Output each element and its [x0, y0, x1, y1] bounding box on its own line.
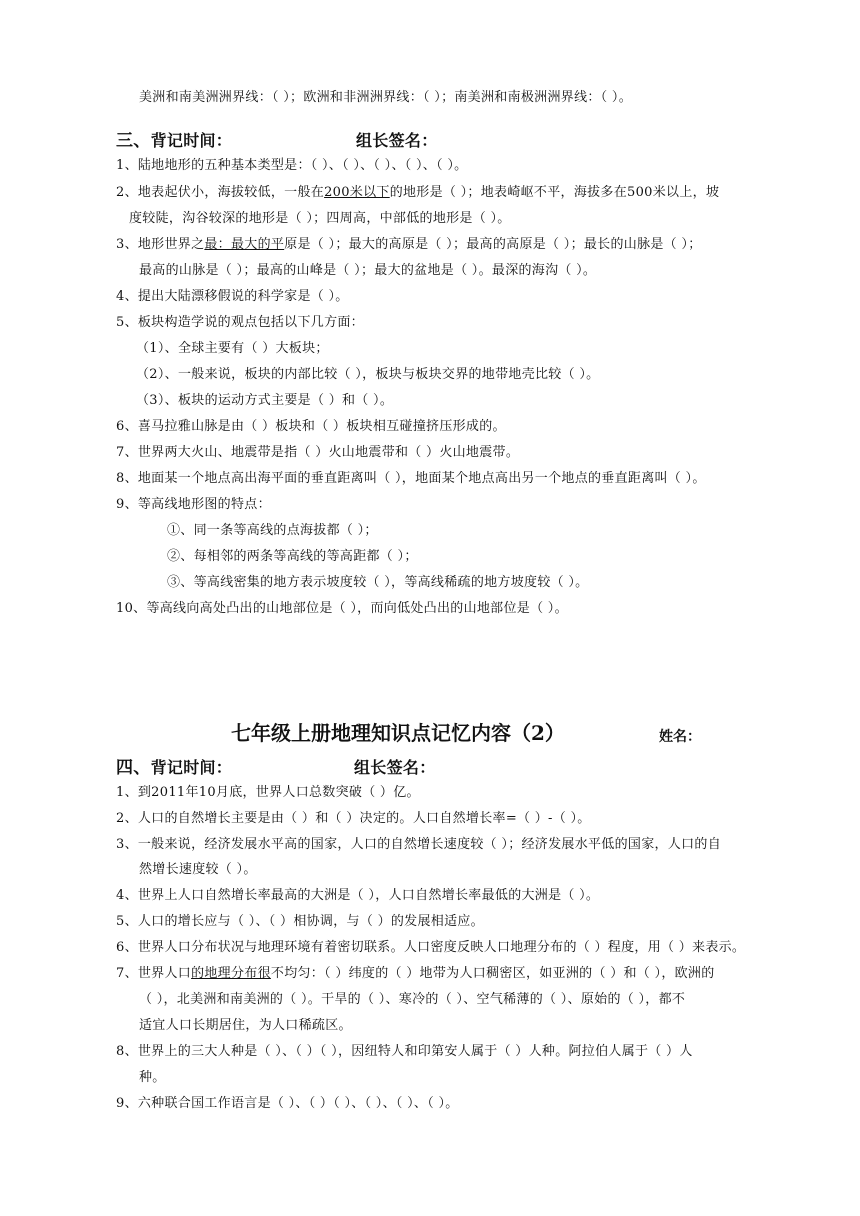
s3-question-9: 9、等高线地形图的特点： [116, 497, 271, 512]
section-3-sign-label: 组长签名： [356, 131, 438, 150]
s3-question-5-item-3: （3）、板块的运动方式主要是（ ）和（ ）。 [136, 393, 394, 408]
s3-question-9-item-3: ③、等高线密集的地方表示坡度较（ ），等高线稀疏的地方坡度较（ ）。 [167, 575, 589, 590]
s4-question-7-line-3: 适宜人口长期居住，为人口稀疏区。 [139, 1018, 352, 1033]
s3-q2-suffix: 的地形是（ ）；地表崎岖不平，海拔多在500米以上，坡 [389, 185, 720, 200]
s4-question-8-line-1: 8、世界上的三大人种是（ ）、（ ）（ ），因纽特人和印第安人属于（ ）人种。阿拉伯人属于（ ）人 [116, 1044, 693, 1059]
s4-question-9: 9、六种联合国工作语言是（ ）、（ ）（ ）、（ ）、（ ）、（ ）。 [116, 1096, 459, 1111]
s3-question-10: 10、等高线向高处凸出的山地部位是（ ），而向低处凸出的山地部位是（ ）。 [116, 601, 568, 616]
s3-question-5-item-2: （2）、一般来说，板块的内部比较（ ），板块与板块交界的地带地壳比较（ ）。 [136, 367, 600, 382]
s3-question-2-line-2: 度较陡，沟谷较深的地形是（ ）；四周高，中部低的地形是（ ）。 [129, 211, 511, 226]
section-3-heading [116, 131, 232, 151]
s3-question-6: 6、喜马拉雅山脉是由（ ）板块和（ ）板块相互碰撞挤压形成的。 [116, 419, 506, 434]
s4-question-3-line-1: 3、一般来说，经济发展水平高的国家，人口的自然增长速度较（ ）；经济发展水平低的国家，人口的自 [116, 837, 722, 852]
s3-question-8: 8、地面某一个地点高出海平面的垂直距离叫（ ），地面某个地点高出另一个地点的垂直距离叫（ ）。 [116, 471, 706, 486]
section-3-time-label: 背记时间： [150, 131, 233, 150]
s3-question-7: 7、世界两大火山、地震带是指（ ）火山地震带和（ ）火山地震带。 [116, 445, 520, 460]
s3-q2-prefix: 2、地表起伏小，海拔较低，一般在 [116, 185, 325, 200]
continent-boundary-line: 美洲和南美洲洲界线：（ ）；欧洲和非洲洲界线：（ ）；南美洲和南极洲洲界线：（ ）。 [139, 90, 632, 105]
s4-question-6: 6、世界人口分布状况与地理环境有着密切联系。人口密度反映人口地理分布的（ ）程度，用（ ）来表示。 [116, 940, 746, 955]
s3-question-5: 5、板块构造学说的观点包括以下几方面： [116, 315, 364, 330]
s3-question-2-line-1 [116, 184, 719, 202]
s3-q3-underlined: 最：最大的平 [204, 237, 285, 252]
s4-question-5: 5、人口的增长应与（ ）、（ ）相协调，与（ ）的发展相适应。 [116, 914, 484, 929]
s4-question-3-line-2: 然增长速度较（ ）。 [139, 862, 257, 877]
section-3-number: 三、 [116, 131, 151, 151]
s3-question-4: 4、提出大陆漂移假说的科学家是（ ）。 [116, 289, 349, 304]
s4-question-4: 4、世界上人口自然增长率最高的大洲是（ ），人口自然增长率最低的大洲是（ ）。 [116, 888, 600, 903]
page-title: 七年级上册地理知识点记忆内容（2） [231, 721, 565, 745]
section-4-time-label: 背记时间： [150, 758, 233, 777]
s4-question-7-line-1 [116, 965, 715, 983]
s3-question-9-item-1: ①、同一条等高线的点海拔都（ ）； [167, 523, 378, 538]
s3-q3-prefix: 3、地形世界之 [116, 237, 205, 252]
section-4-sign-label: 组长签名： [354, 758, 436, 777]
section-4-number: 四、 [116, 758, 151, 778]
s3-question-1: 1、陆地地形的五种基本类型是：（ ）、（ ）、（ ）、（ ）、（ ）。 [116, 158, 468, 173]
name-label: 姓名： [659, 729, 701, 745]
s3-q2-underlined: 200米以下 [324, 185, 390, 200]
s4-question-2: 2、人口的自然增长主要是由（ ）和（ ）决定的。人口自然增长率=（ ）-（ ）。 [116, 811, 591, 826]
s4-q7-suffix: 不均匀：（ ）纬度的（ ）地带为人口稠密区，如亚洲的（ ）和（ ），欧洲的 [270, 966, 715, 981]
s3-q3-suffix: 原是（ ）；最大的高原是（ ）；最高的高原是（ ）；最长的山脉是（ ）； [284, 237, 702, 252]
s3-question-3-line-1 [116, 236, 702, 254]
s3-question-3-line-2: 最高的山脉是（ ）；最高的山峰是（ ）；最大的盆地是（ ）。最深的海沟（ ）。 [139, 263, 597, 278]
s3-question-5-item-1: （1）、全球主要有（ ）大板块； [136, 341, 329, 356]
s4-question-7-line-2: （ ），北美洲和南美洲的（ ）。干旱的（ ）、寒冷的（ ）、空气稀薄的（ ）、原始的（ ），都不 [139, 992, 686, 1007]
s4-question-8-line-2: 种。 [139, 1070, 166, 1085]
section-4-heading [116, 758, 232, 778]
s3-question-9-item-2: ②、每相邻的两条等高线的等高距都（ ）； [167, 549, 418, 564]
s4-q7-underlined: 的地理分布很 [191, 966, 271, 981]
s4-q7-prefix: 7、世界人口 [116, 966, 192, 981]
s4-question-1: 1、到2011年10月底，世界人口总数突破（ ）亿。 [116, 785, 420, 800]
